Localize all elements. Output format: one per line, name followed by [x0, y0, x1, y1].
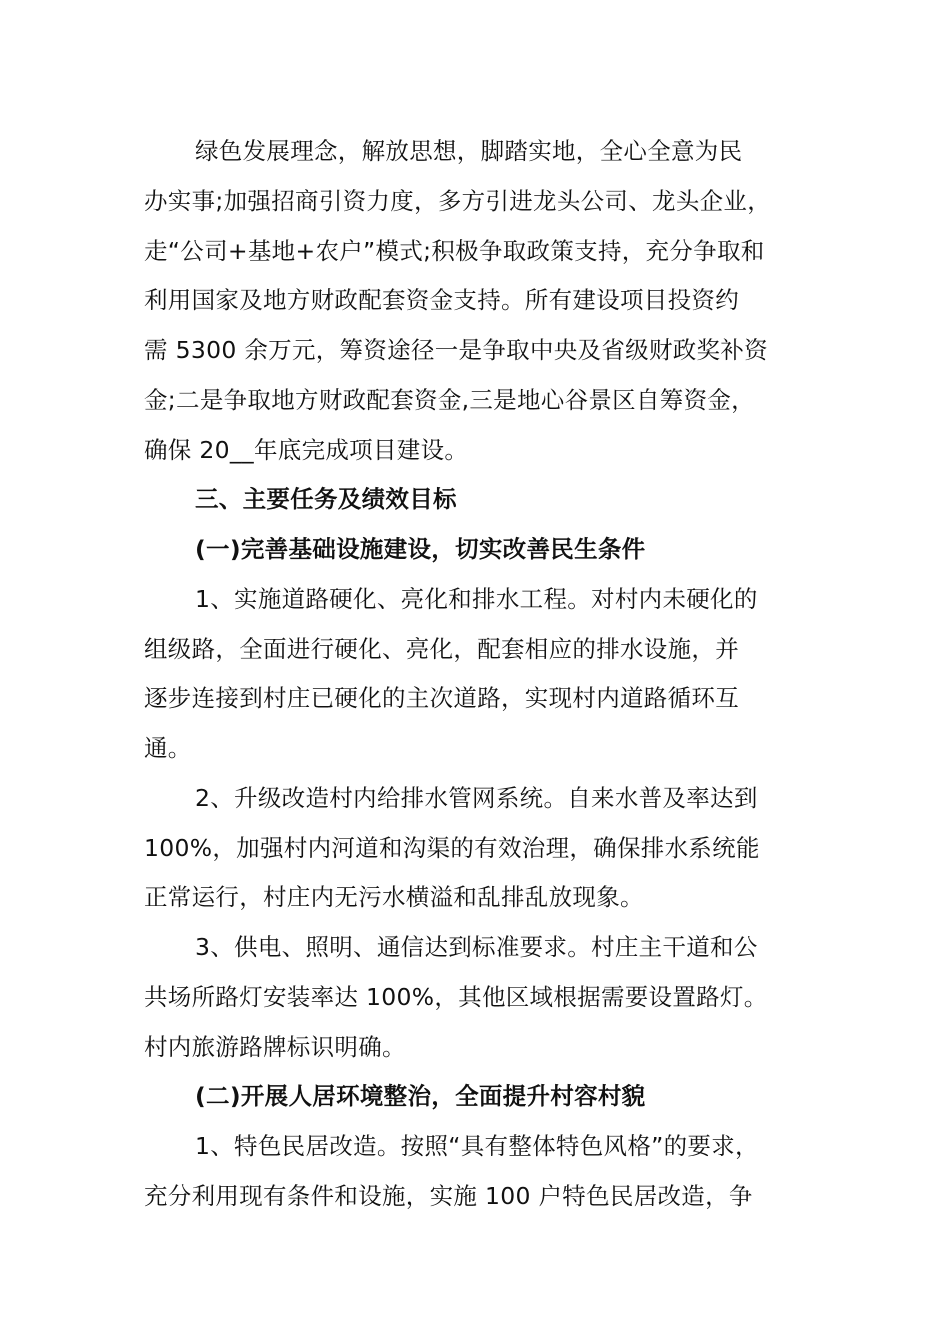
text-line: 正常运行，村庄内无污水横溢和乱排乱放现象。 — [144, 883, 644, 912]
text-line: 2、升级改造村内给排水管网系统。自来水普及率达到 — [195, 783, 758, 812]
section-heading — [144, 1072, 834, 1122]
text-line: 走“公司+基地+农户”模式;积极争取政策支持，充分争取和 — [144, 236, 765, 265]
text-line: 需 5300 余万元，筹资途径一是争取中央及省级财政奖补资 — [144, 336, 768, 364]
paragraph — [144, 575, 834, 774]
text-line: 100%，加强村内河道和沟渠的有效治理，确保排水系统能 — [144, 833, 760, 862]
text-line: 利用国家及地方财政配套资金支持。所有建设项目投资约 — [144, 286, 739, 315]
text-line: 组级路，全面进行硬化、亮化，配套相应的排水设施，并 — [144, 634, 739, 663]
text-line: 充分利用现有条件和设施，实施 100 户特色民居改造，争 — [144, 1181, 753, 1210]
section-heading — [144, 475, 834, 525]
text-line: 三、主要任务及绩效目标 — [195, 485, 457, 514]
text-line: 绿色发展理念，解放思想，脚踏实地，全心全意为民 — [195, 137, 743, 165]
text-line: 通。 — [144, 734, 192, 762]
text-line: (二)开展人居环境整治，全面提升村容村貌 — [195, 1082, 646, 1111]
document-page — [144, 127, 834, 1222]
text-line: 共场所路灯安装率达 100%，其他区域根据需要设置路灯。 — [144, 982, 768, 1011]
text-line: (一)完善基础设施建设，切实改善民生条件 — [195, 535, 646, 563]
text-line: 1、特色民居改造。按照“具有整体特色风格”的要求， — [195, 1132, 759, 1160]
text-line: 1、实施道路硬化、亮化和排水工程。对村内未硬化的 — [195, 584, 758, 613]
text-line: 办实事;加强招商引资力度，多方引进龙头公司、龙头企业， — [144, 186, 772, 215]
text-line: 逐步连接到村庄已硬化的主次道路，实现村内道路循环互 — [144, 684, 739, 713]
paragraph — [144, 1122, 834, 1222]
text-line: 村内旅游路牌标识明确。 — [144, 1032, 406, 1061]
paragraph — [144, 774, 834, 923]
text-line: 金;二是争取地方财政配套资金,三是地心谷景区自筹资金， — [144, 385, 755, 414]
text-line: 3、供电、照明、通信达到标准要求。村庄主干道和公 — [195, 933, 758, 961]
paragraph — [144, 923, 834, 1072]
paragraph — [144, 127, 834, 475]
section-heading — [144, 525, 834, 575]
text-line: 确保 20__年底完成项目建设。 — [144, 435, 469, 464]
